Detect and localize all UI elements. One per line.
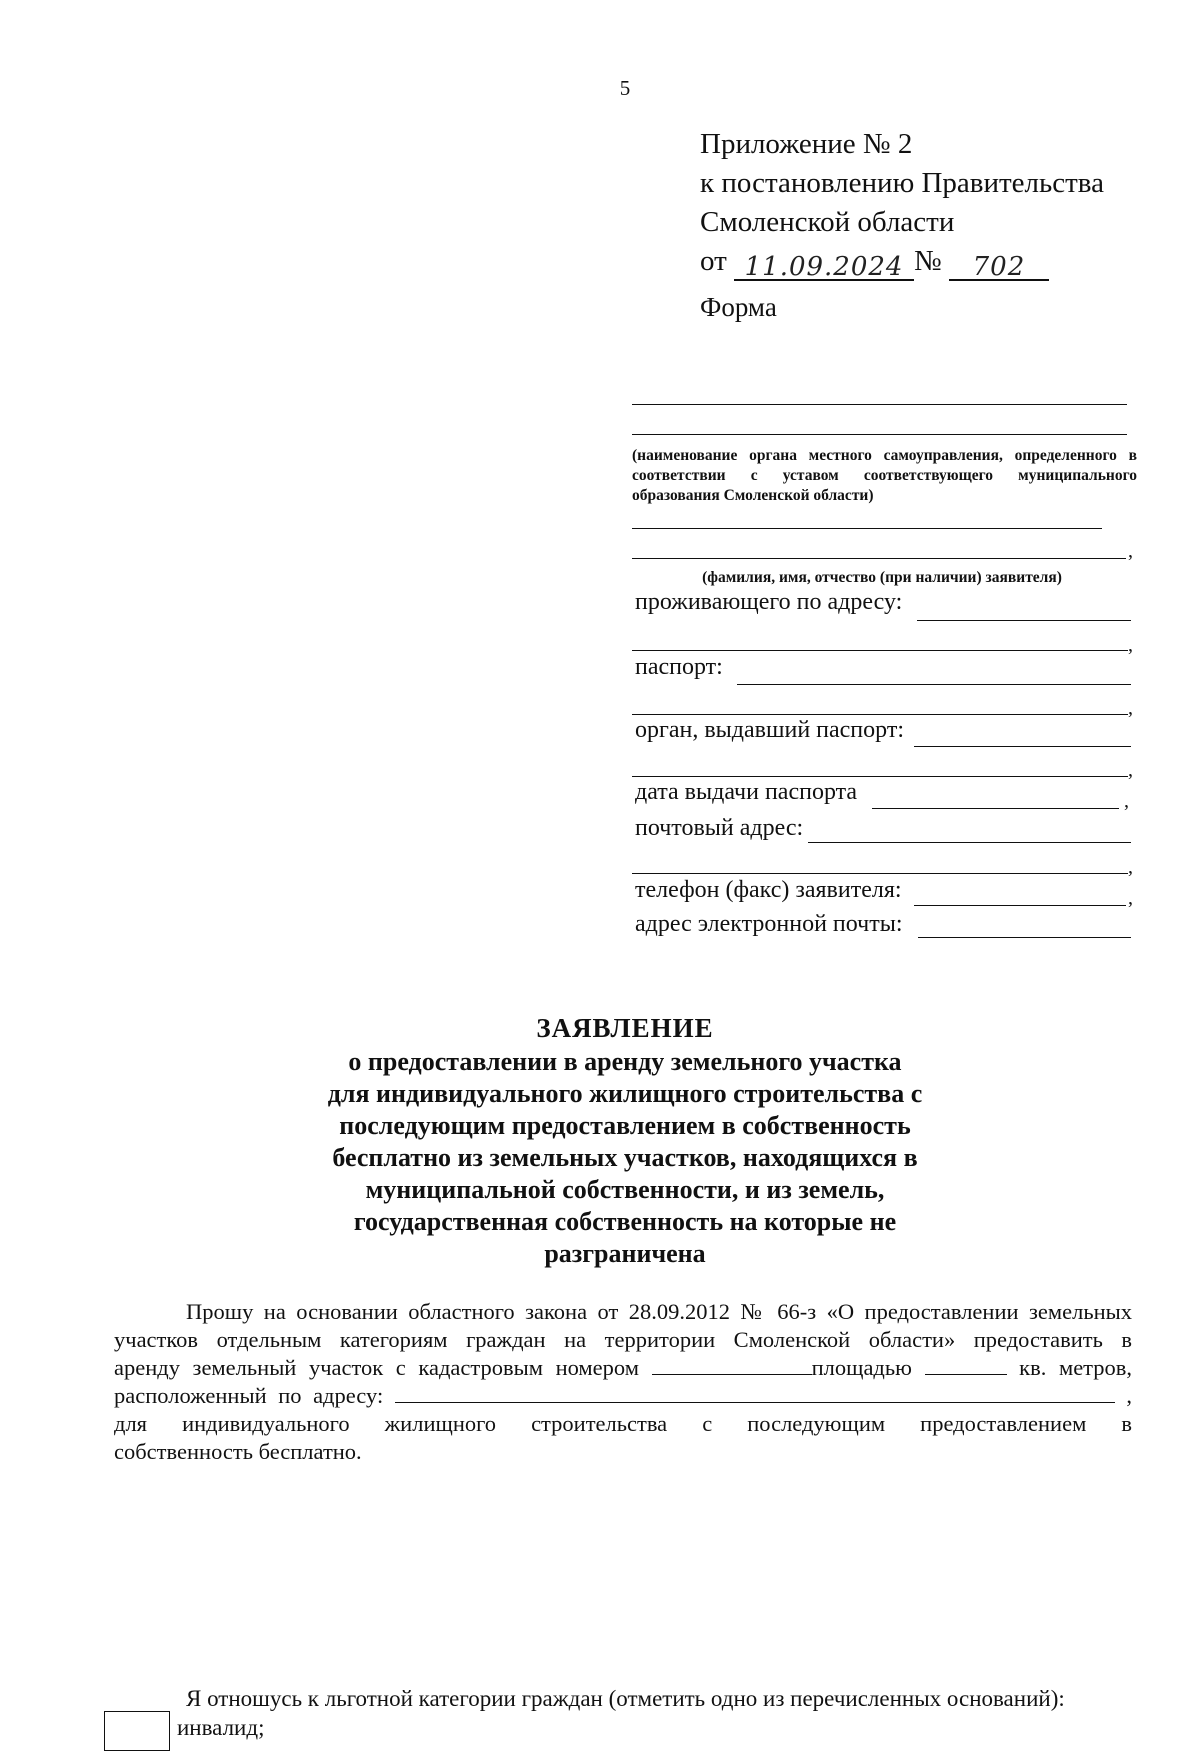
- applicant-line-1: [632, 528, 1102, 529]
- recipient-line-1: [632, 404, 1127, 405]
- issuer-input-2[interactable]: [632, 776, 1128, 777]
- phone-label: телефон (факс) заявителя:: [635, 877, 902, 903]
- handwritten-date: 11.09.2024: [734, 247, 914, 281]
- applicant-note: (фамилия, имя, отчество (при наличии) заявителя): [702, 569, 1062, 586]
- postal-label: почтовый адрес:: [635, 815, 804, 841]
- title-line-7: разграничена: [544, 1239, 706, 1268]
- phone-input[interactable]: [914, 905, 1126, 906]
- body-line-2: участков отдельным категориям граждан на территории Смоленской области» предоставить в: [114, 1327, 1132, 1352]
- invalid-checkbox[interactable]: [104, 1711, 170, 1751]
- number-label: №: [914, 245, 942, 277]
- comma: ,: [1128, 856, 1133, 878]
- location-input[interactable]: [395, 1382, 1115, 1403]
- area-unit: кв. метров,: [1019, 1355, 1133, 1380]
- comma: ,: [1128, 759, 1133, 781]
- title-heading: ЗАЯВЛЕНИЕ: [536, 1013, 714, 1043]
- comma: ,: [1128, 697, 1133, 719]
- email-label: адрес электронной почты:: [635, 911, 903, 937]
- issue-date-label: дата выдачи паспорта: [635, 779, 858, 805]
- body-line-1: Прошу на основании областного закона от 28.09.2012 № 66-з «О предоставлении земельных: [186, 1299, 1132, 1324]
- issuer-label: орган, выдавший паспорт:: [635, 717, 904, 743]
- issuer-input[interactable]: [914, 746, 1131, 747]
- category-statement: Я отношусь к льготной категории граждан (отметить одно из перечисленных оснований):: [186, 1686, 1065, 1711]
- passport-label: паспорт:: [635, 654, 723, 680]
- document-title: [290, 1012, 960, 1270]
- applicant-line-2: [632, 558, 1126, 559]
- body-line-4: [114, 1382, 1132, 1410]
- comma: ,: [1128, 634, 1133, 656]
- cadastral-label: аренду земельный участок с кадастровым номером: [114, 1355, 639, 1380]
- postal-input[interactable]: [808, 842, 1131, 843]
- issue-date-input[interactable]: [872, 808, 1119, 809]
- area-input[interactable]: [925, 1354, 1007, 1375]
- comma: ,: [1128, 887, 1133, 909]
- passport-input-2[interactable]: [632, 714, 1128, 715]
- address-label: проживающего по адресу:: [635, 589, 903, 615]
- title-line-3: последующим предоставлением в собственность: [339, 1111, 911, 1140]
- body-line-3: [114, 1354, 1132, 1382]
- appendix-line1: Приложение № 2: [700, 128, 913, 160]
- appendix-line2: к постановлению Правительства: [700, 167, 1104, 199]
- area-label: площадью: [811, 1355, 912, 1380]
- handwritten-number: 702: [949, 247, 1049, 281]
- address-input[interactable]: [917, 620, 1131, 621]
- recipient-note: (наименование органа местного самоуправления, определенного в соответствии с уставом соответствующего муниципального образования Смоленской области): [632, 447, 1137, 504]
- postal-input-2[interactable]: [632, 873, 1128, 874]
- location-label: расположенный по адресу:: [114, 1383, 384, 1408]
- title-line-2: для индивидуального жилищного строительства с: [327, 1079, 923, 1108]
- comma: ,: [1124, 790, 1129, 812]
- form-label: Форма: [700, 292, 777, 322]
- option-invalid: инвалид;: [177, 1715, 265, 1740]
- comma: ,: [1126, 1383, 1133, 1408]
- appendix-line3: Смоленской области: [700, 206, 955, 238]
- title-line-5: муниципальной собственности, и из земель,: [365, 1175, 885, 1204]
- body-line-5: для индивидуального жилищного строительства с последующим предоставлением в: [114, 1411, 1132, 1436]
- address-input-2[interactable]: [632, 650, 1128, 651]
- title-line-4: бесплатно из земельных участков, находящихся в: [332, 1143, 918, 1172]
- title-line-6: государственная собственность на которые не: [353, 1207, 897, 1236]
- email-input[interactable]: [918, 937, 1131, 938]
- appendix-date-row: [700, 242, 1104, 281]
- comma: ,: [1128, 540, 1133, 562]
- from-label: от: [700, 245, 727, 277]
- appendix-header: [700, 125, 1104, 281]
- page-number: 5: [619, 76, 631, 100]
- body-line-6: собственность бесплатно.: [114, 1439, 362, 1464]
- cadastral-number-input[interactable]: [652, 1354, 812, 1375]
- title-line-1: о предоставлении в аренду земельного участка: [348, 1047, 902, 1076]
- recipient-line-2: [632, 434, 1127, 435]
- passport-input[interactable]: [737, 684, 1131, 685]
- request-paragraph: [114, 1298, 1132, 1466]
